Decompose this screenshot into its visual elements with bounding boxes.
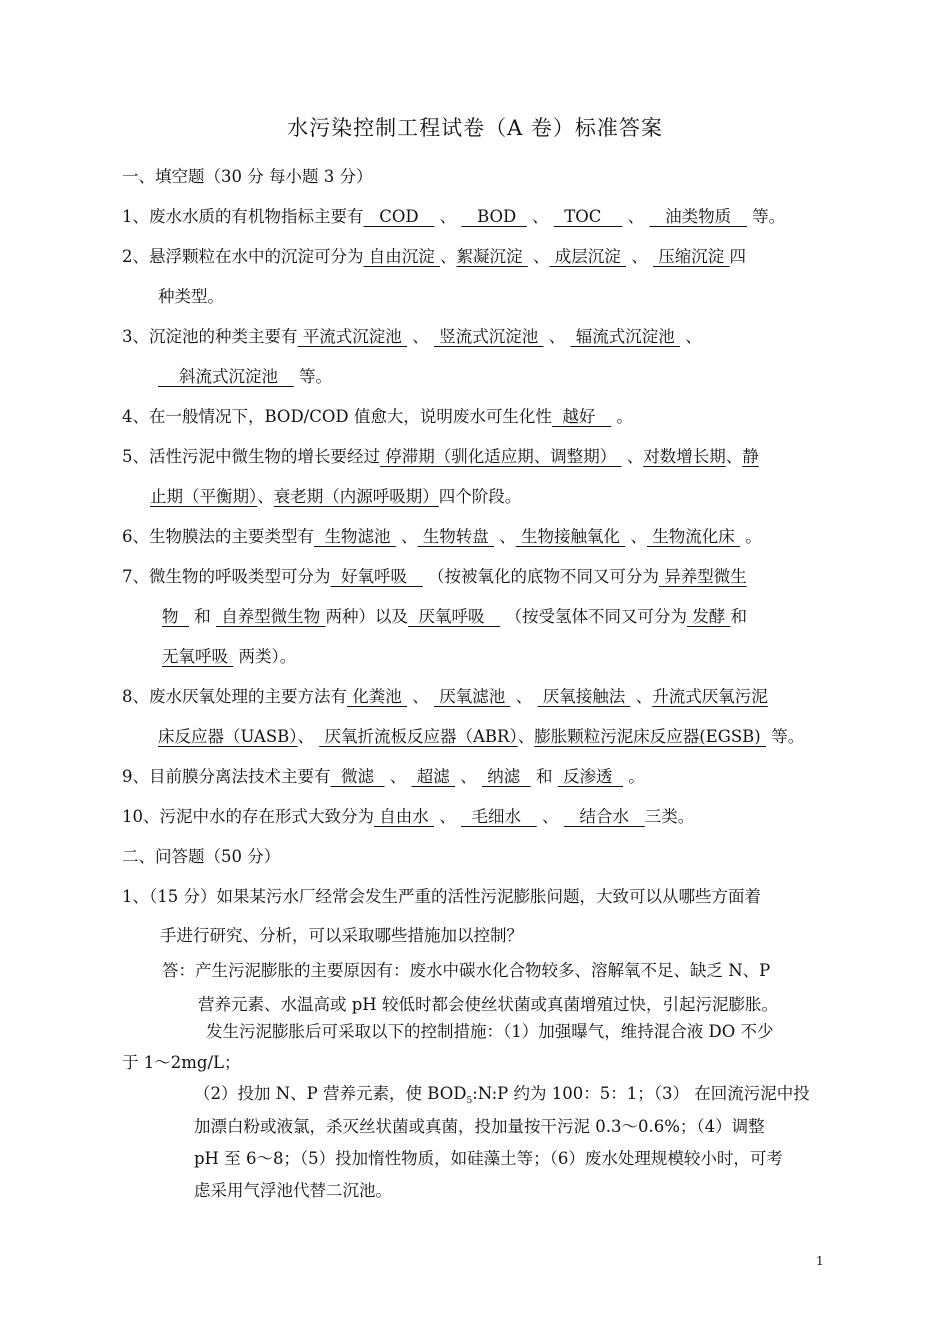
q1-sep-4: 等。	[746, 207, 786, 226]
q3-answer-1: 平流式沉淀池	[297, 327, 407, 346]
q2-answer-1: 自由沉淀	[363, 247, 440, 266]
q9-sep-1: 、	[384, 767, 412, 786]
q10-prompt: 10、污泥中水的存在形式大致分为	[122, 807, 374, 826]
qa-1-answer-line-2: 营养元素、水温高或 pH 较低时都会使丝状菌或真菌增殖过快，引起污泥膨胀。	[198, 995, 778, 1014]
q3-sep-1: 、	[407, 327, 434, 346]
q7-sep-3: 和	[189, 607, 216, 626]
qa-1-answer-line-4: 于 1～2mg/L；	[122, 1053, 241, 1072]
question-7-continued-2	[162, 643, 296, 667]
q2-prompt: 2、悬浮颗粒在水中的沉淀可分为	[122, 247, 364, 266]
question-3	[122, 323, 702, 347]
q1-answer-3: TOC	[553, 207, 623, 226]
section-qa-heading: 二、问答题（50 分）	[122, 847, 281, 866]
q4-sep-1: 。	[611, 407, 633, 426]
q1-sep-2: 、	[526, 207, 554, 226]
question-3-continued	[158, 363, 332, 387]
q7-answer-6: 无氧呼吸	[162, 647, 234, 666]
q10-answer-3: 结合水	[563, 807, 645, 826]
q7-prompt: 7、微生物的呼吸类型可分为	[122, 567, 331, 586]
q1-sep-1: 、	[434, 207, 462, 226]
q5-answer-3b: 止期（平衡期）	[150, 487, 258, 506]
q5-sep-5: 四个阶段。	[438, 487, 522, 506]
q6-prompt: 6、生物膜法的主要类型有	[122, 527, 314, 546]
q2-answer-4: 压缩沉淀	[653, 247, 730, 266]
question-4	[122, 403, 633, 427]
q6-sep-2: 、	[494, 527, 516, 546]
q8-sep-7: 等。	[766, 727, 805, 746]
q2-sep-1: 、	[440, 247, 457, 266]
q6-answer-3: 生物接触氧化	[515, 527, 626, 546]
q3-sep-3: 、	[680, 327, 702, 346]
q3-answer-3: 辐流式沉淀池	[570, 327, 680, 346]
q5-answer-3a: 静	[742, 447, 759, 466]
question-7-continued-1	[162, 603, 747, 627]
q3-answer-4: 斜流式沉淀池	[158, 367, 294, 386]
q5-prompt: 5、活性污泥中微生物的增长要经过	[122, 447, 380, 466]
q6-sep-4: 。	[740, 527, 762, 546]
q10-answer-2: 毛细水	[461, 807, 537, 826]
question-5-continued	[150, 483, 521, 507]
q5-answer-4: 衰老期（内源呼吸期）	[273, 487, 439, 506]
q10-sep-1: 、	[434, 807, 461, 826]
q1-answer-4: 油类物质	[649, 207, 747, 226]
q8-answer-4b: 床反应器（UASB）	[158, 727, 298, 746]
q8-answer-6: 膨胀颗粒污泥床反应器(EGSB)	[534, 727, 766, 746]
q8-answer-5: 厌氧折流板反应器（ABR）	[319, 727, 518, 746]
q2-sep-3: 、	[626, 247, 653, 266]
question-2-continued: 种类型。	[158, 287, 224, 306]
question-5	[122, 443, 759, 467]
question-9	[122, 763, 645, 787]
qa-1-answer-line-6: 加漂白粉或液氯，杀灭丝状菌或真菌，投加量按干污泥 0.3～0.6%；（4）调整	[194, 1117, 765, 1136]
q7-sep-4: 两种）以及	[325, 607, 408, 626]
q7-sep-7: 两类）。	[233, 647, 297, 666]
q1-sep-3: 、	[622, 207, 650, 226]
q8-answer-4a: 升流式厌氧污泥	[652, 687, 768, 706]
q7-answer-1: 好氧呼吸	[330, 567, 423, 586]
question-8-continued	[158, 723, 804, 747]
q7-sep-5: （按受氢体不同又可分为	[500, 607, 687, 626]
q9-answer-3: 纳滤	[481, 767, 531, 786]
q8-answer-3: 厌氧接触法	[537, 687, 631, 706]
qa-1-question: 1、（15 分）如果某污水厂经常会发生严重的活性污泥膨胀问题，大致可以从哪些方面着	[122, 887, 761, 906]
qa-1-answer-line-5	[194, 1080, 810, 1106]
q1-prompt: 1、废水水质的有机物指标主要有	[122, 207, 364, 226]
question-8	[122, 683, 768, 707]
q7-sep-6: 和	[730, 607, 747, 626]
q1-answer-2: BOD	[461, 207, 527, 226]
q8-sep-5: 、	[297, 727, 320, 746]
question-6	[122, 523, 762, 547]
q2-answer-2: 絮凝沉淀	[456, 247, 528, 266]
q6-sep-1: 、	[395, 527, 418, 546]
q10-sep-2: 、	[536, 807, 564, 826]
q3-sep-4: 等。	[293, 367, 332, 386]
q7-answer-2a: 异养型微生	[658, 567, 747, 586]
q5-sep-2: 、	[725, 447, 743, 466]
q1-answer-1: COD	[363, 207, 435, 226]
section-fill-in-heading: 一、填空题（30 分 每小题 3 分）	[122, 167, 373, 186]
q9-prompt: 9、目前膜分离法技术主要有	[122, 767, 331, 786]
q7-answer-2b: 物	[162, 607, 189, 626]
question-7	[122, 563, 747, 587]
bod5-subscript: 5	[466, 1096, 473, 1106]
q6-answer-4: 生物流化床	[647, 527, 740, 546]
q8-sep-1: 、	[407, 687, 434, 706]
question-1	[122, 203, 785, 227]
qa-1-answer-line-5b: :N:P 约为 100：5：1；（3） 在回流污泥中投	[472, 1084, 810, 1103]
qa-1-answer-line-3: 发生污泥膨胀后可采取以下的控制措施：（1）加强曝气，维持混合液 DO 不少	[206, 1022, 774, 1041]
q7-answer-5: 发酵	[686, 607, 731, 626]
question-10	[122, 803, 694, 827]
qa-1-answer-line-5a: （2）投加 N、P 营养元素，使 BOD	[194, 1084, 467, 1103]
q4-answer-1: 越好	[551, 407, 612, 426]
question-2	[122, 243, 746, 267]
q8-answer-1: 化粪池	[347, 687, 407, 706]
q9-sep-4: 。	[622, 767, 645, 786]
q2-sep-4: 四	[729, 247, 746, 266]
qa-1-answer-line-7: pH 至 6～8；（5）投加惰性物质，如硅藻土等；（6）废水处理规模较小时，可考	[194, 1149, 783, 1168]
q4-prompt: 4、在一般情况下，BOD/COD 值愈大，说明废水可生化性	[122, 407, 552, 426]
q10-answer-1: 自由水	[374, 807, 434, 826]
qa-1-answer-line-8: 虑采用气浮池代替二沉池。	[194, 1181, 392, 1200]
q6-answer-1: 生物滤池	[314, 527, 396, 546]
page-number: 1	[816, 1254, 824, 1268]
q3-prompt: 3、沉淀池的种类主要有	[122, 327, 298, 346]
q9-answer-4: 反渗透	[557, 767, 623, 786]
q5-sep-1: 、	[621, 447, 644, 466]
q5-answer-1: 停滞期（驯化适应期、调整期）	[380, 447, 622, 466]
q7-answer-3: 自养型微生物	[216, 607, 326, 626]
qa-1-answer-line-1: 答：产生污泥膨胀的主要原因有：废水中碳水化合物较多、溶解氧不足、缺乏 N、P	[162, 961, 771, 980]
q9-sep-2: 、	[454, 767, 482, 786]
q7-answer-4: 厌氧呼吸	[408, 607, 501, 626]
q9-answer-2: 超滤	[411, 767, 455, 786]
qa-1-question-continued: 手进行研究、分析，可以采取哪些措施加以控制？	[160, 926, 523, 945]
q3-answer-2: 竖流式沉淀池	[434, 327, 544, 346]
q9-sep-3: 和	[530, 767, 558, 786]
q9-answer-1: 微滤	[330, 767, 385, 786]
q6-sep-3: 、	[625, 527, 647, 546]
q5-answer-2: 对数增长期	[643, 447, 726, 466]
q8-sep-2: 、	[510, 687, 538, 706]
q5-sep-4: 、	[257, 487, 274, 506]
q6-answer-2: 生物转盘	[417, 527, 494, 546]
q8-sep-6: 、	[517, 727, 535, 746]
q7-sep-1: （按被氧化的底物不同又可分为	[422, 567, 659, 586]
q3-sep-2: 、	[543, 327, 571, 346]
q2-sep-2: 、	[527, 247, 550, 266]
q2-answer-3: 成层沉淀	[549, 247, 626, 266]
q10-sep-3: 三类。	[644, 807, 695, 826]
q8-sep-3: 、	[630, 687, 653, 706]
q8-answer-2: 厌氧滤池	[434, 687, 511, 706]
q8-prompt: 8、废水厌氧处理的主要方法有	[122, 687, 347, 706]
document-title: 水污染控制工程试卷（A 卷）标准答案	[287, 116, 663, 140]
